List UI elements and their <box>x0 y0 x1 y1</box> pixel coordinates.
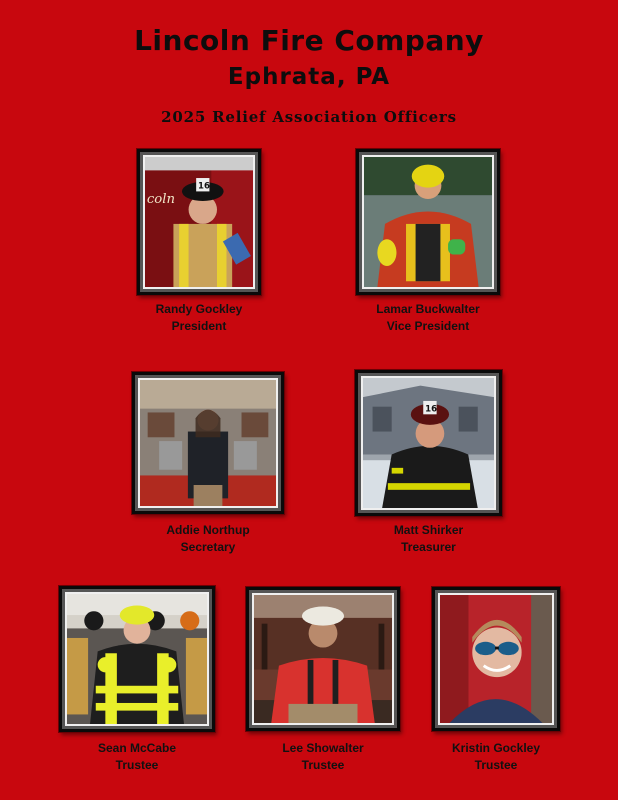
firefighter-helmet-photo-icon <box>254 595 392 723</box>
firefighter-photo-icon <box>140 380 276 506</box>
officer-caption-vice-president <box>350 301 506 335</box>
officer-photo-trustee-2 <box>246 587 400 731</box>
helmet-number: 16 <box>198 181 210 192</box>
helmet-number: 16 <box>425 404 438 415</box>
officer-photo-trustee-3 <box>432 587 560 731</box>
officer-photo-treasurer <box>355 370 502 516</box>
officer-name: Lee Showalter <box>282 741 364 755</box>
water-rescue-photo-icon <box>364 157 492 287</box>
officer-title: Trustee <box>115 758 159 772</box>
officer-name: Sean McCabe <box>97 741 177 755</box>
officer-title: Treasurer <box>401 540 456 554</box>
officer-caption-trustee-2 <box>246 740 400 774</box>
officer-name: Lamar Buckwalter <box>376 302 480 316</box>
officer-title: Vice President <box>386 319 470 333</box>
person-sunglasses-photo-icon <box>440 595 552 723</box>
officer-photo-trustee-1 <box>59 586 215 732</box>
officer-photo-secretary <box>132 372 284 514</box>
officer-title: Secretary <box>180 540 236 554</box>
officer-name: Randy Gockley <box>155 302 243 316</box>
truck-lettering: coln <box>146 191 176 207</box>
officer-title: President <box>171 319 227 333</box>
officer-caption-president <box>137 301 261 335</box>
firefighter-helmet-photo-icon <box>67 594 207 724</box>
org-location: Ephrata, PA <box>227 64 391 90</box>
officer-title: Trustee <box>301 758 345 772</box>
officer-caption-trustee-3 <box>424 740 568 774</box>
firefighter-helmet-photo-icon <box>145 157 253 287</box>
document-subtitle: 2025 Relief Association Officers <box>161 108 457 126</box>
officer-photo-president <box>137 149 261 295</box>
org-name: Lincoln Fire Company <box>134 24 484 57</box>
officer-name: Matt Shirker <box>393 523 464 537</box>
officer-caption-trustee-1 <box>59 740 215 774</box>
officer-title: Trustee <box>474 758 518 772</box>
officer-name: Kristin Gockley <box>451 741 541 755</box>
firefighter-helmet-photo-icon <box>363 378 494 508</box>
officer-caption-secretary <box>132 522 284 556</box>
officer-photo-vice-president <box>356 149 500 295</box>
officer-name: Addie Northup <box>166 523 250 537</box>
officer-caption-treasurer <box>355 522 502 556</box>
